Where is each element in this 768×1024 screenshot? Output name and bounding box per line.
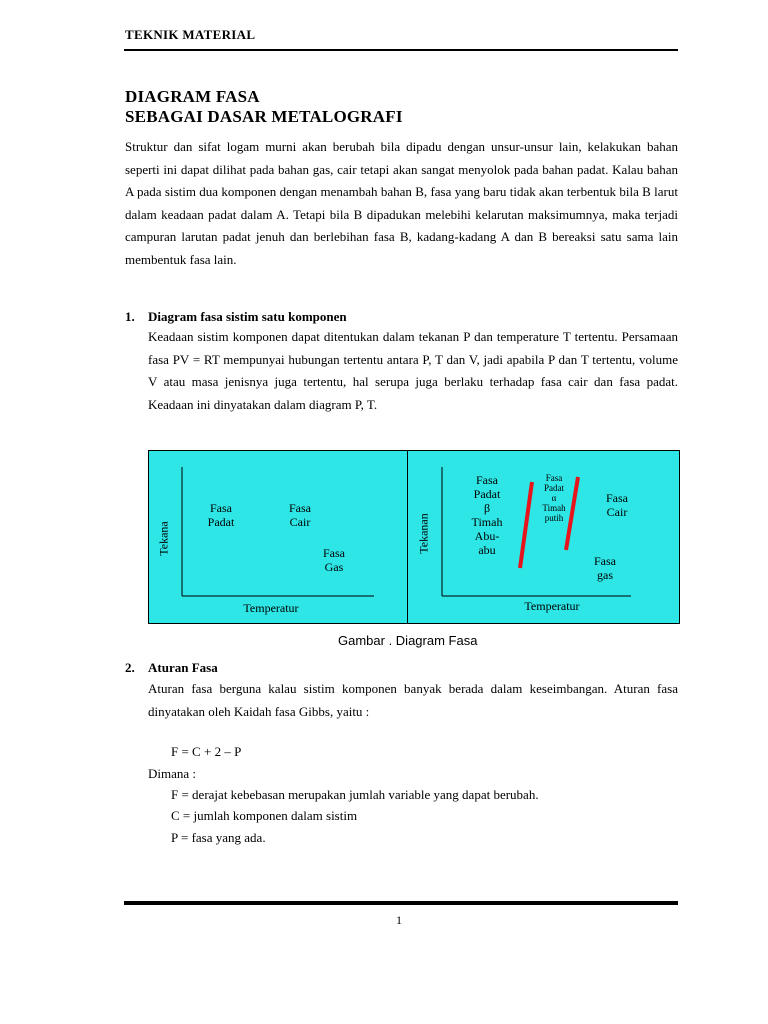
right-solid-beta-label: Fasa Padat β Timah Abu- abu xyxy=(471,473,503,557)
intro-paragraph: Struktur dan sifat logam murni akan berubah bila dipadu dengan unsur-unsur lain, kelakukan bahan seperti ini dapat dilihat pada bahan gas, cair tetapi akan sangat menyolok pada bahan padat. Kalau bahan A pada sistim dua komponen dengan menambah bahan B, fasa yang baru tidak akan terbentuk bila B larut dalam keadaan padat dalam A. Tetapi bila B dipadukan melebihi kelarutan maksimumnya, maka terjadi campuran larutan padat jenuh dan berlebihan fasa B, kadang-kadang A dan B bereaksi satu sama lain membentuk fasa lain. xyxy=(125,139,678,267)
section-1-number: 1. xyxy=(125,309,135,324)
document-title xyxy=(125,87,403,127)
section-2-body: Aturan fasa berguna kalau sistim komponen banyak berada dalam keseimbangan. Aturan fasa dinyatakan oleh Kaidah fasa Gibbs, yaitu : xyxy=(148,681,678,719)
title-line-2: SEBAGAI DASAR METALOGRAFI xyxy=(125,107,403,126)
panel-divider xyxy=(407,451,408,623)
page-number: 1 xyxy=(396,913,402,927)
beta-boundary-line xyxy=(520,482,532,568)
left-liquid-phase-label: Fasa Cair xyxy=(289,501,311,529)
definition-c: C = jumlah komponen dalam sistim xyxy=(171,808,358,823)
right-liquid-phase-label: Fasa Cair xyxy=(606,491,628,519)
left-gas-phase-label: Fasa Gas xyxy=(323,546,345,574)
right-y-axis-label: Tekanan xyxy=(416,513,431,554)
left-x-axis-label: Temperatur xyxy=(243,601,299,615)
footer-rule xyxy=(124,901,678,905)
section-2-number: 2. xyxy=(125,660,135,675)
definition-f: F = derajat kebebasan merupakan jumlah variable yang dapat berubah. xyxy=(171,787,539,802)
gibbs-formula: F = C + 2 – P xyxy=(171,744,242,759)
section-1-heading: Diagram fasa sistim satu komponen xyxy=(148,309,347,324)
left-y-axis-label: Tekana xyxy=(156,521,171,556)
definition-p: P = fasa yang ada. xyxy=(171,830,266,845)
figure-caption: Gambar . Diagram Fasa xyxy=(338,633,478,648)
right-solid-alpha-label: Fasa Padat α Timah putih xyxy=(542,473,566,523)
section-2-heading: Aturan Fasa xyxy=(148,660,218,675)
right-x-axis-label: Temperatur xyxy=(524,599,580,613)
left-solid-phase-label: Fasa Padat xyxy=(207,501,235,529)
section-1-body: Keadaan sistim komponen dapat ditentukan dalam tekanan P dan temperature T tertentu. Persamaan fasa PV = RT mempunyai hubungan tertentu antara P, T dan V, jadi apabila P dan T tertentu, volume V atau masa jenisnya juga tertentu, hal serupa juga berlaku terhadap fasa cair dan fasa padat. Keadaan ini dinyatakan dalam diagram P, T. xyxy=(148,329,678,412)
where-label: Dimana : xyxy=(148,766,197,781)
right-gas-phase-label: Fasa gas xyxy=(594,554,616,582)
running-header: TEKNIK MATERIAL xyxy=(125,27,256,42)
title-line-1: DIAGRAM FASA xyxy=(125,87,260,106)
phase-diagram-figure xyxy=(148,450,680,624)
header-rule xyxy=(124,49,678,51)
